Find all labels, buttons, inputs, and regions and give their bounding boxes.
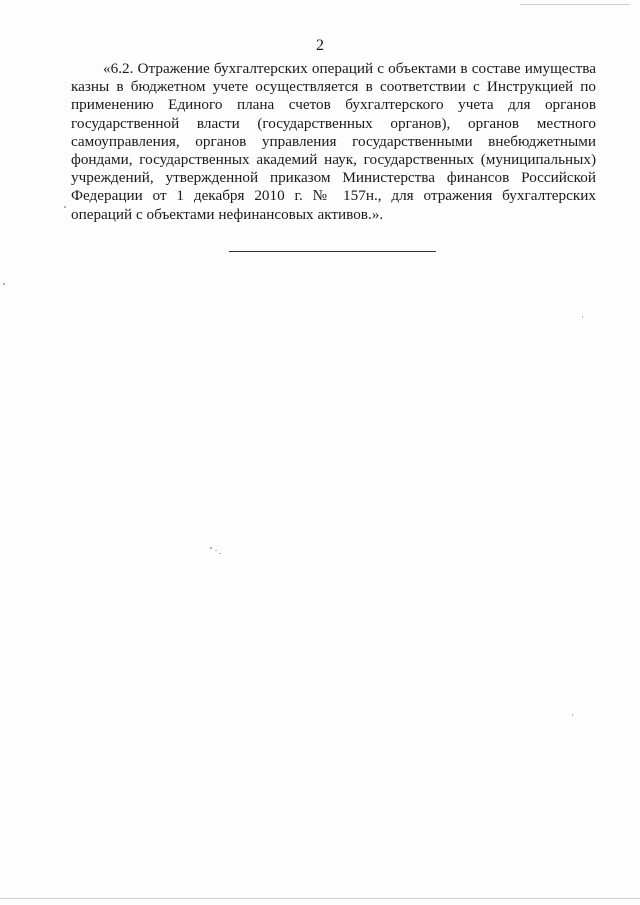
paragraph-line: казны в бюджетном учете осуществляется в соответствии с Инструкцией по xyxy=(71,78,596,96)
paragraph-line: фондами, государственных академий наук, государственных (муниципальных) xyxy=(71,151,596,169)
scan-speck xyxy=(215,550,217,551)
paragraph-line: учреждений, утвержденной приказом Министерства финансов Российской xyxy=(71,169,596,187)
page-number: 2 xyxy=(316,37,324,54)
scan-speck xyxy=(582,316,583,318)
scan-speck xyxy=(210,547,212,549)
paragraph-line: Федерации от 1 декабря 2010 г. № 157н., для отражения бухгалтерских xyxy=(71,187,596,205)
paragraph-line: государственной власти (государственных органов), органов местного xyxy=(71,114,596,132)
scan-edge-top xyxy=(520,4,630,5)
paragraph-line: «6.2. Отражение бухгалтерских операций с объектами в составе имущества xyxy=(103,60,596,77)
scan-speck xyxy=(572,714,573,716)
amendment-paragraph xyxy=(71,60,596,224)
paragraph-line: применению Единого плана счетов бухгалтерского учета для органов xyxy=(71,96,596,114)
scan-speck xyxy=(64,206,66,208)
scan-edge-bottom xyxy=(0,898,640,899)
paragraph-line: операций с объектами нефинансовых активов.». xyxy=(71,205,384,223)
paragraph-line: самоуправления, органов управления государственными внебюджетными xyxy=(71,132,596,150)
scan-speck xyxy=(219,553,221,554)
scan-speck xyxy=(3,283,5,285)
section-separator xyxy=(229,251,436,252)
